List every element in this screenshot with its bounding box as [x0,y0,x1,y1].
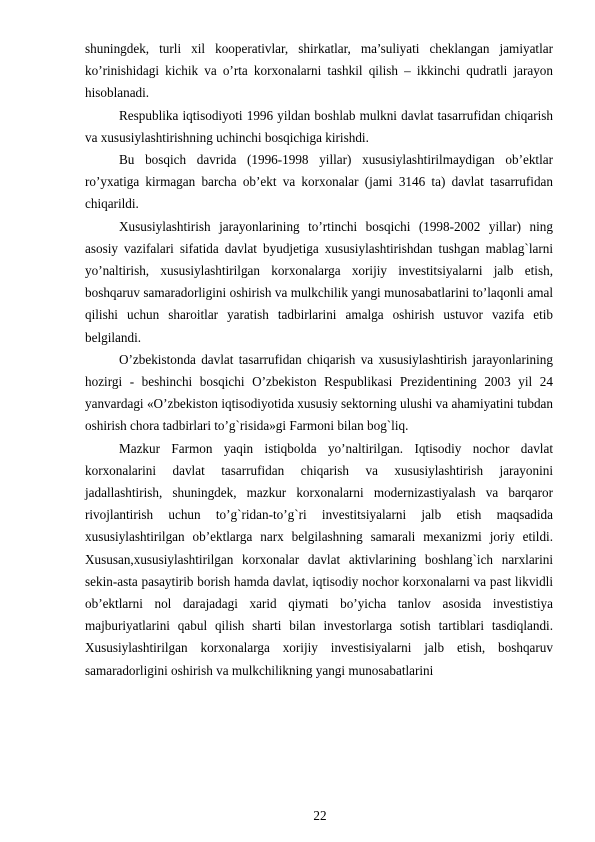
paragraph-1996-1998: Bu bosqich davrida (1996-1998 yillar) xususiylashtirilmaydigan ob’ektlar ro’yxatiga kirmagan barcha ob’ekt va korxonalar (jami 3146 ta) davlat tasarrufidan chiqarildi. [85,152,553,212]
paragraph-decree: Mazkur Farmon yaqin istiqbolda yo’naltirilgan. Iqtisodiy nochor davlat korxonalarini davlat tasarrufidan chiqarish va xususiylashtirish jarayonini jadallashtirish, shuningdek, mazkur korxonalarni modernizastiyalash va barqaror rivojlantirish uchun to’g`ridan-to’g`ri investitsiyalarni jalb etish maqsadida xususiylashtirilgan ob’ektlarga narx belgilashning samarali mexanizmi joriy etildi. Xususan,xususiylashtirilgan korxonalar davlat aktivlarining boshlang`ich narxlarini sekin-asta pasaytirib borish hamda davlat, iqtisodiy nochor korxonalarni va past likvidli ob’ektlarni nol darajadagi xarid qiymati bo’yicha tanlov asosida investistiya majburiyatlarini qabul qilish sharti bilan investorlarga sotish tartiblari tasdiqlandi. Xususiylashtirilgan korxonalarga xorijiy investisiyalarni jalb etish, boshqaruv samaradorligini oshirish va mulkchilikning yangi munosabatlarini [85,440,553,678]
paragraph-fourth-stage: Xususiylashtirish jarayonlarining to’rtinchi bosqichi (1998-2002 yillar) ning asosiy vazifalari sifatida davlat byudjetiga xususiylashtirishdan tushgan mablag`larni yo’naltirish, xususiylashtirilgan korxonalarga xorijiy investitsiyalarni jalb etish, boshqaruv samaradorligini oshirish va mulkchilik yangi munosabatlarini to’laqonli amal qilishi uchun sharoitlar yaratish tadbirlarini amalga oshirish ustuvor vazifa etib belgilandi. [85,218,553,345]
paragraph-fifth-stage: O’zbekistonda davlat tasarrufidan chiqarish va xususiylashtirish jarayonlarining hozirgi - beshinchi bosqichi O’zbekiston Respublikasi Prezidentining 2003 yil 24 yanvardagi «O’zbekiston iqtisodiyotida xususiy sektorning ulushi va ahamiyatini tubdan oshirish chora tadbirlari to’g`risida»gi Farmoni bilan bog`liq. [85,351,553,434]
body-text [85,38,553,682]
paragraph-continuation: shuningdek, turli xil kooperativlar, shirkatlar, ma’suliyati cheklangan jamiyatlar ko’rinishidagi kichik va o’rta korxonalarni tashkil qilish – ikkinchi qudratli jarayon hisoblanadi. [85,41,553,101]
page-number: 22 [313,808,327,823]
paragraph-third-stage: Respublika iqtisodiyoti 1996 yildan boshlab mulkni davlat tasarrufidan chiqarish va xususiylashtirishning uchinchi bosqichiga kirishdi. [85,107,553,145]
